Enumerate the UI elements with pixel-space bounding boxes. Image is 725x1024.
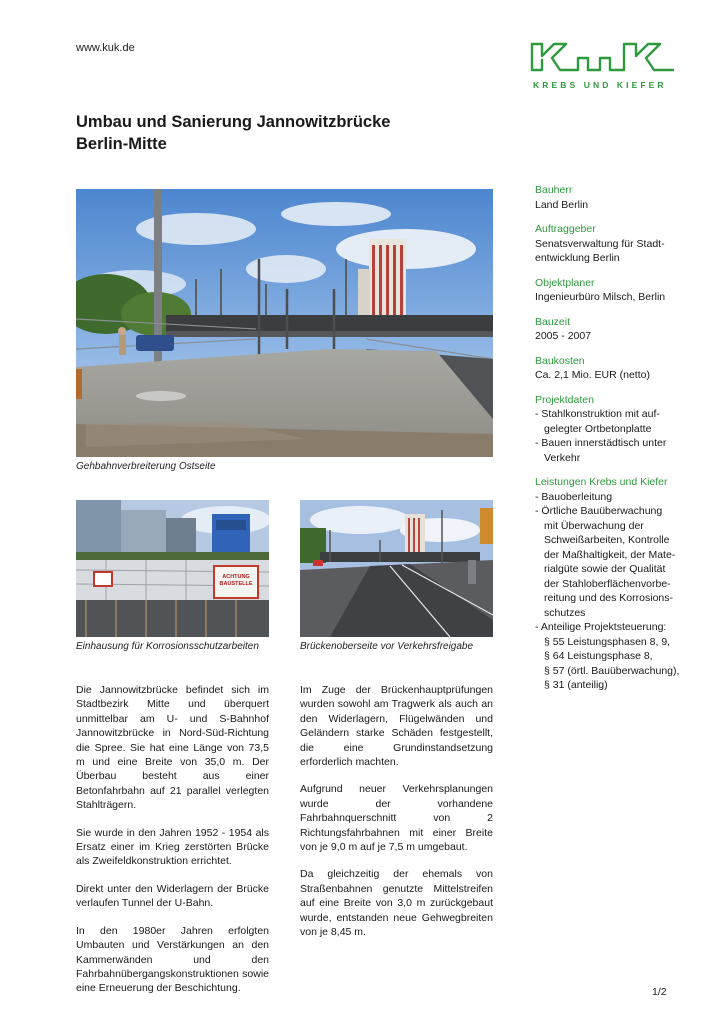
body-paragraph: Direkt unter den Widerlagern der Brücke verlaufen Tunnel der U-Bahn. xyxy=(76,882,269,910)
corrosion-housing-photo xyxy=(76,500,269,637)
projektdaten-label: Projektdaten xyxy=(535,393,594,406)
body-paragraph: Aufgrund neuer Verkehrsplanungen wurde der vorhandene Fahrbahnquerschnitt von 2 Richtungsfahrbahnen mit einer Breite von je 9,0 m auf je 7,5 m umgebaut. xyxy=(300,783,493,854)
main-photo-caption: Gehbahnverbreiterung Ostseite xyxy=(76,461,216,472)
logo-wordmark: KREBS UND KIEFER xyxy=(533,80,667,90)
body-paragraph: Da gleichzeitig der ehemals von Straßenbahnen genutzte Mittelstreifen auf eine Breite von 3,0 m zurückgebaut wurde, entstanden neue Gehwegbreiten von je 8,45 m. xyxy=(300,868,493,939)
list-item: rialgüte sowie der Qualität xyxy=(544,563,666,575)
list-item: § 55 Leistungsphasen 8, 9, xyxy=(544,635,671,648)
projektdaten-list xyxy=(535,407,685,465)
list-item: - Bauen innerstädtisch unter xyxy=(535,437,667,449)
list-item: Schweißarbeiten, Kontrolle xyxy=(544,534,670,546)
leistungen-label: Leistungen Krebs und Kiefer xyxy=(535,476,668,488)
auftraggeber-label: Auftraggeber xyxy=(535,223,596,235)
body-paragraph: Sie wurde in den Jahren 1952 - 1954 als Ersatz einer im Krieg zerstörten Brücke als Zweifeldkonstruktion errichtet. xyxy=(76,826,269,868)
list-item: der Maßhaltigkeit, der Mate- xyxy=(544,548,676,561)
list-item: - Örtliche Bauüberwachung xyxy=(535,505,663,517)
bauherr-label: Bauherr xyxy=(535,184,573,196)
objektplaner-label: Objektplaner xyxy=(535,276,595,289)
page-title xyxy=(76,111,496,155)
title-line-1: Umbau und Sanierung Jannowitzbrücke xyxy=(76,113,391,131)
body-paragraph: Die Jannowitzbrücke befindet sich im Stadtbezirk Mitte und überquert unmittelbar am U- und S-Bahnhof Jannowitzbrücke in Nord-Süd-Richtung die Spree. Sie hat eine Länge von 73,5 m und eine Breite von 35,0 m. Der Überbau besteht aus einer Betonfahrbahn auf 21 parallel verlegten Stahlträgern. xyxy=(76,684,269,812)
left-photo-caption: Einhausung für Korrosionsschutzarbeiten xyxy=(76,641,259,652)
bauzeit-label: Bauzeit xyxy=(535,315,571,328)
auftraggeber-value-line-1: Senatsverwaltung für Stadt- xyxy=(535,237,665,250)
list-item: Verkehr xyxy=(544,451,581,464)
body-column-left xyxy=(76,683,269,1009)
baukosten-label: Baukosten xyxy=(535,354,585,367)
list-item: mit Überwachung der xyxy=(544,519,644,532)
baukosten-value: Ca. 2,1 Mio. EUR (netto) xyxy=(535,369,650,381)
list-item: § 64 Leistungsphase 8, xyxy=(544,650,653,662)
objektplaner-value: Ingenieurbüro Milsch, Berlin xyxy=(535,291,666,303)
list-item: - Anteilige Projektsteuerung: xyxy=(535,621,667,633)
bridge-deck-photo xyxy=(300,500,493,637)
list-item: reitung und des Korrosions- xyxy=(544,592,673,604)
sign-text-baustelle: BAUSTELLE xyxy=(219,581,253,587)
list-item: gelegter Ortbetonplatte xyxy=(544,422,652,435)
right-photo-caption: Brückenoberseite vor Verkehrsfreigabe xyxy=(300,641,474,652)
project-info-sidebar xyxy=(535,183,685,693)
leistungen-list xyxy=(535,490,685,693)
title-line-2: Berlin-Mitte xyxy=(76,135,167,153)
bauherr-value: Land Berlin xyxy=(535,198,589,211)
website-url[interactable]: www.kuk.de xyxy=(76,42,135,54)
list-item: - Bauoberleitung xyxy=(535,490,613,503)
list-item: - Stahlkonstruktion mit auf- xyxy=(535,408,660,420)
bauzeit-value: 2005 - 2007 xyxy=(535,330,592,342)
sign-text-achtung: ACHTUNG xyxy=(222,574,250,580)
body-paragraph: In den 1980er Jahren erfolgten Umbauten und Verstärkungen an den Kammerwänden und den Fahrbahnübergangskonstruktionen sowie eine Erneuerung der Beschichtung. xyxy=(76,924,269,995)
body-column-right xyxy=(300,683,493,953)
list-item: § 31 (anteilig) xyxy=(544,679,608,691)
list-item: § 57 (örtl. Bauüberwachung), xyxy=(544,664,680,677)
list-item: schutzes xyxy=(544,606,586,619)
page-number: 1/2 xyxy=(652,986,667,998)
body-paragraph: Im Zuge der Brückenhauptprüfungen wurden sowohl am Tragwerk als auch an den Widerlagern, Flügelwänden und Geländern starke Schäden festgestellt, die eine Grundinstandsetzung erforderlich machten. xyxy=(300,684,493,769)
list-item: der Stahloberflächenvorbe- xyxy=(544,577,671,590)
main-bridge-photo xyxy=(76,189,493,457)
auftraggeber-value-line-2: entwicklung Berlin xyxy=(535,252,620,264)
